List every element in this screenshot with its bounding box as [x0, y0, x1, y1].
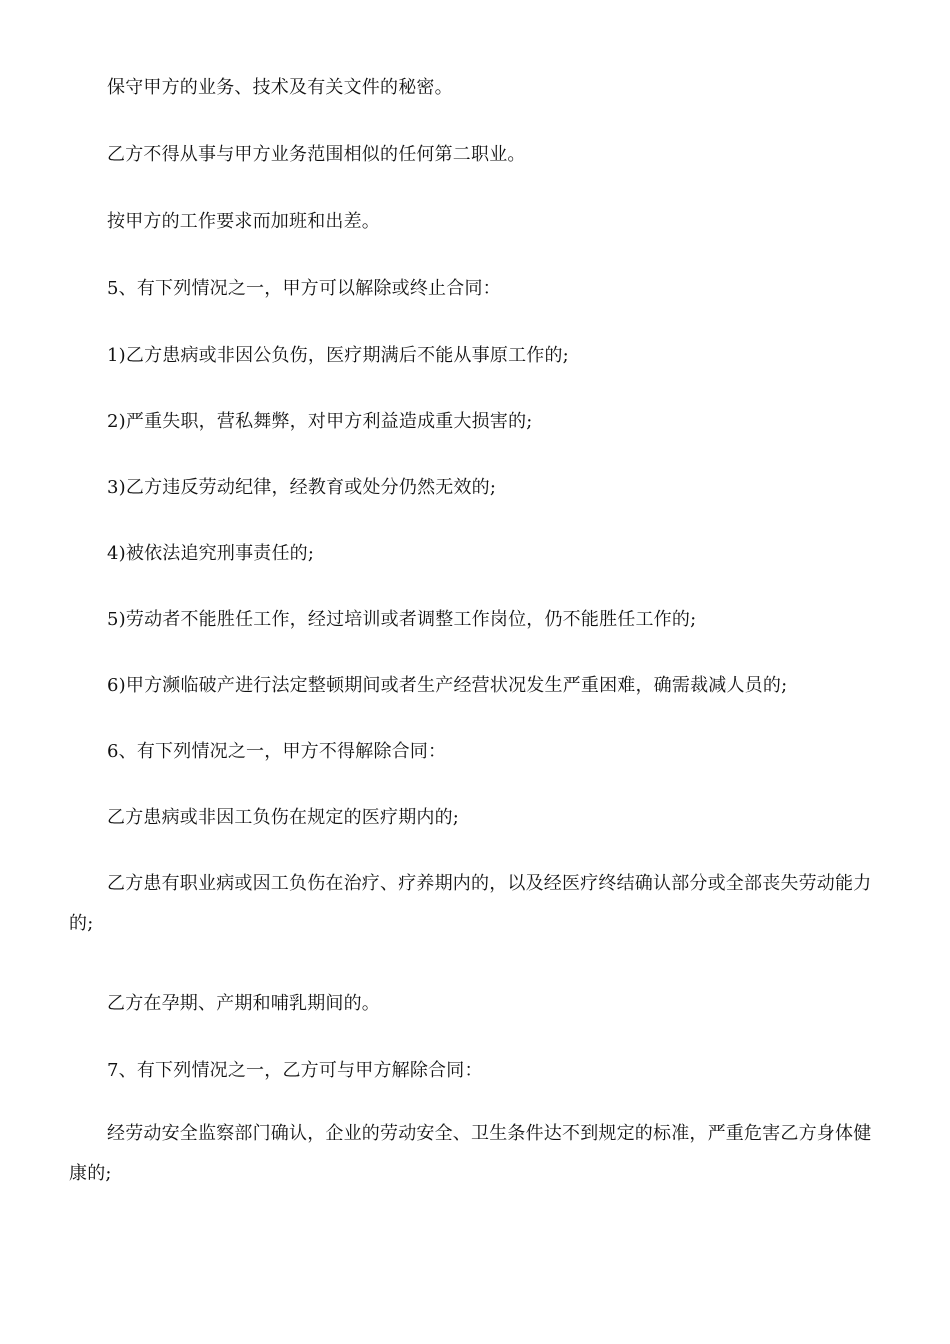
- paragraph-overtime-travel: 按甲方的工作要求而加班和出差。: [107, 211, 380, 232]
- section-6-item-pregnancy: 乙方在孕期、产期和哺乳期间的。: [107, 993, 380, 1014]
- section-5-item-5: 5)劳动者不能胜任工作，经过培训或者调整工作岗位，仍不能胜任工作的;: [107, 609, 697, 630]
- section-5-item-4: 4)被依法追究刑事责任的;: [107, 543, 315, 564]
- section-7-item-safety: 经劳动安全监察部门确认，企业的劳动安全、卫生条件达不到规定的标准，严重危害乙方身体健康的;: [69, 1123, 872, 1184]
- section-6-heading: 6、有下列情况之一，甲方不得解除合同：: [107, 741, 447, 762]
- paragraph-no-second-job: 乙方不得从事与甲方业务范围相似的任何第二职业。: [107, 144, 526, 165]
- section-7-heading: 7、有下列情况之一，乙方可与甲方解除合同：: [107, 1060, 483, 1081]
- section-6-item-medical-period: 乙方患病或非因工负伤在规定的医疗期内的;: [107, 807, 460, 828]
- paragraph-confidentiality: 保守甲方的业务、技术及有关文件的秘密。: [107, 77, 453, 98]
- section-6-item-occupational: 乙方患有职业病或因工负伤在治疗、疗养期内的，以及经医疗终结确认部分或全部丧失劳动能力的;: [69, 873, 872, 934]
- section-5-item-6: 6)甲方濒临破产进行法定整顿期间或者生产经营状况发生严重困难，确需裁减人员的;: [107, 675, 788, 696]
- section-5-item-1: 1)乙方患病或非因公负伤，医疗期满后不能从事原工作的;: [107, 345, 569, 366]
- section-5-item-2: 2)严重失职，营私舞弊，对甲方利益造成重大损害的;: [107, 411, 533, 432]
- section-5-item-3: 3)乙方违反劳动纪律，经教育或处分仍然无效的;: [107, 477, 497, 498]
- section-5-heading: 5、有下列情况之一，甲方可以解除或终止合同：: [107, 278, 501, 299]
